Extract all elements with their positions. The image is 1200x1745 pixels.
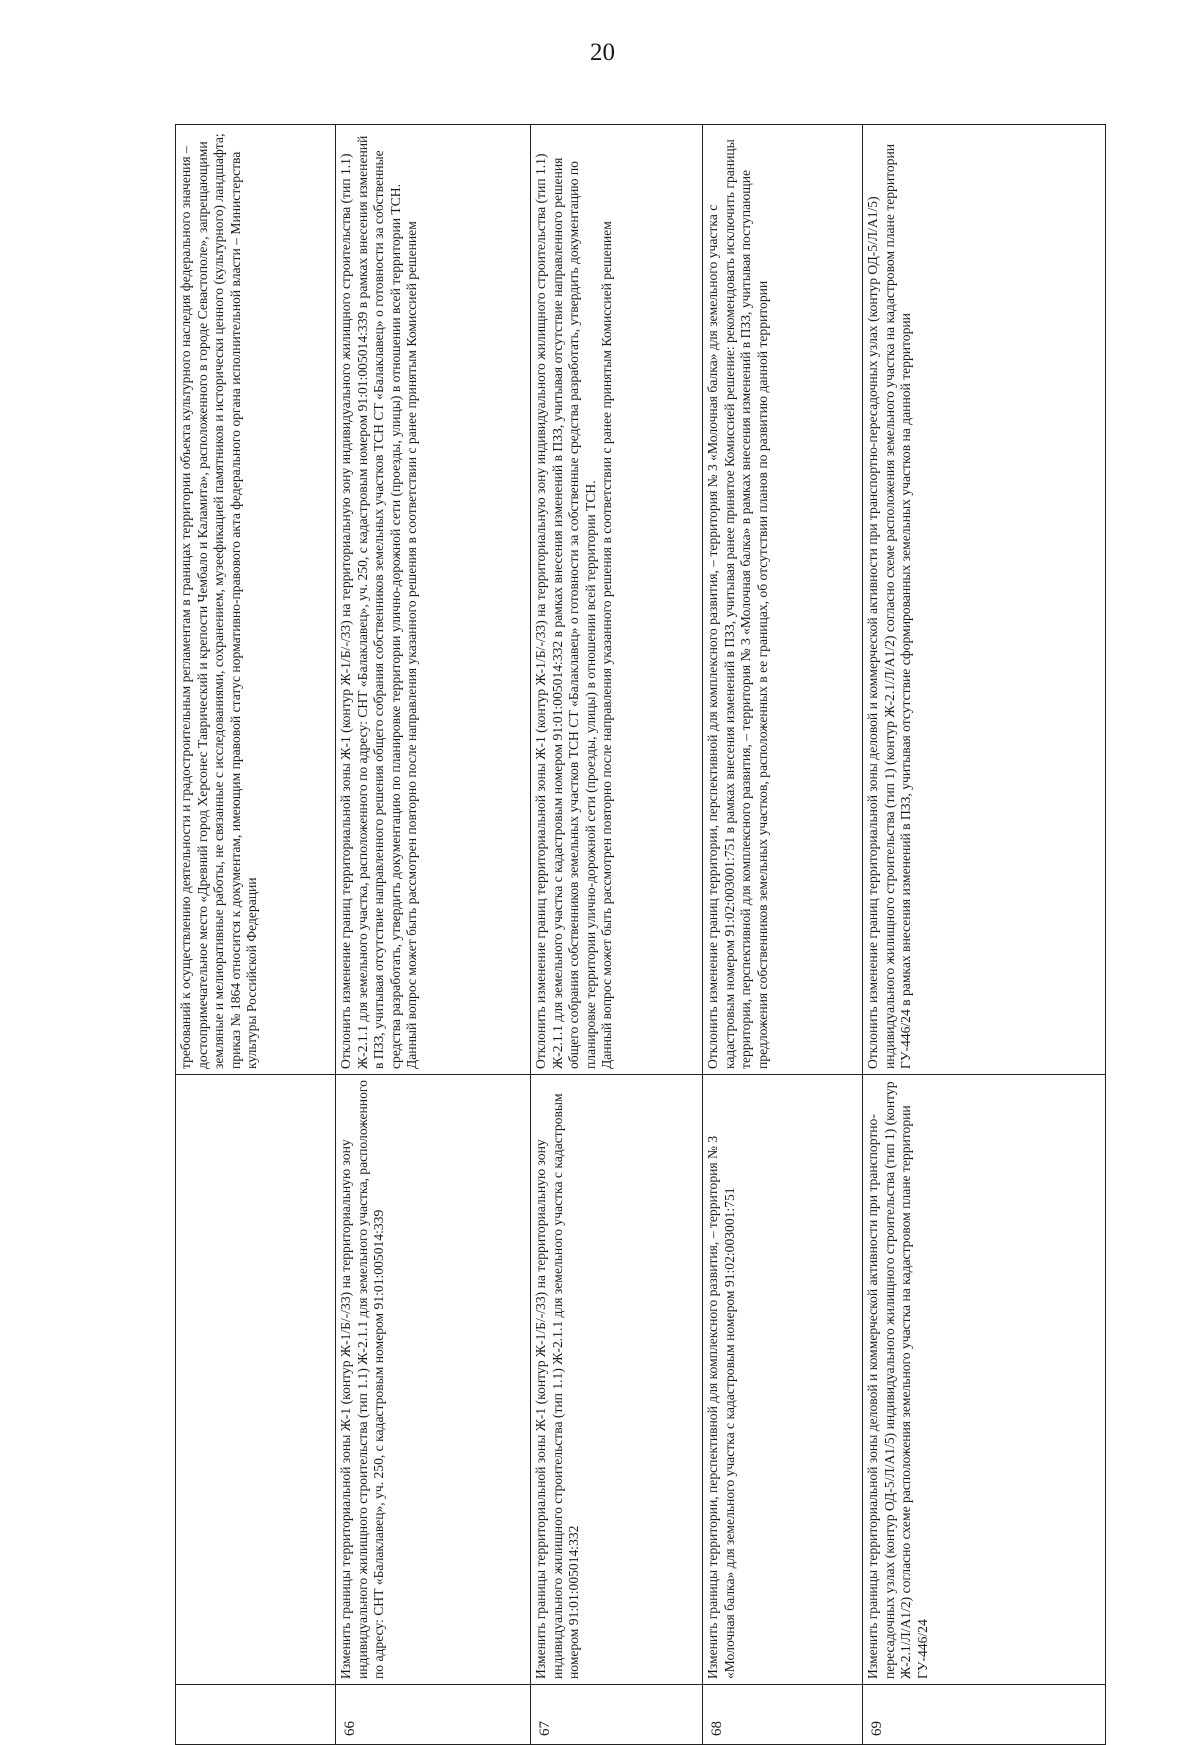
table-row: [531, 125, 703, 1745]
decision-text: требований к осуществлению деятельности и градостроительным регламентам в границах территории объекта культурного наследия федерального значения – достопримечательное место «Древний город Херсонес Таврический и крепости Чембало и Каламита», расположенного в городе Севастополе», запрещающими земляные и мелиоративные работы, не связанные с исследованиями, сохранением, музеефикацией памятников и исторически ценного (культурного) ландшафта; приказ № 1864 относится к документам, имеющим правовой статус нормативно-правового акта федерального органа исполнительной власти – Министерства культуры Российской Федерации: [178, 133, 260, 1069]
row-number: 66: [336, 1685, 531, 1745]
row-number: 68: [703, 1685, 863, 1745]
decision-cell: [863, 125, 1106, 1075]
decision-text: Отклонить изменение границ территориальной зоны Ж-1 (контур Ж-1/Б/-/33) на территориальную зону индивидуального жилищного строительства (тип 1.1) Ж-2.1.1 для земельного участка с кадастровым номером 91:01:005014:332 в рамках внесения изменений в ПЗЗ, учитывая отсутствие направленного решения общего собрания собственников земельных участков ТСН СТ «Балаклавец» о готовности за собственные средства разработать, утвердить документацию по планировке территории улично-дорожной сети (проезды, улицы) в отношении всей территории ТСН.: [533, 153, 598, 1069]
proposal-cell: Изменить границы территориальной зоны Ж-1 (контур Ж-1/Б/-/33) на территориальную зону индивидуального жилищного строительства (тип 1.1) Ж-2.1.1 для земельного участка с кадастровым номером 91:01:005014:332: [531, 1075, 703, 1685]
decision-cell: [531, 125, 703, 1075]
decision-cell: [703, 125, 863, 1075]
proposal-cell: Изменить границы территории, перспективной для комплексного развития, – территория № 3 «Молочная балка» для земельного участка с кадастровым номером 91:02:003001:751: [703, 1075, 863, 1685]
decision-cell: [336, 125, 531, 1075]
proposal-cell: [176, 1075, 336, 1685]
row-number: 67: [531, 1685, 703, 1745]
table-row: [863, 125, 1106, 1745]
decision-text: Отклонить изменение границ территориальной зоны Ж-1 (контур Ж-1/Б/-/33) на территориальную зону индивидуального жилищного строительства (тип 1.1) Ж-2.1.1 для земельного участка, расположенного по адресу: СНТ «Балаклавец», уч. 250, с кадастровым номером 91:01:005014:339 в рамках внесения изменений в ПЗЗ, учитывая отсутствие направленного решения общего собрания собственников земельных участков ТСН СТ «Балаклавец» о готовности за собственные средства разработать, утвердить документацию по планировке территории улично-дорожной сети (проезды, улицы) в отношении всей территории ТСН.: [338, 135, 403, 1069]
decisions-table: [175, 124, 1106, 1745]
row-number: [176, 1685, 336, 1745]
proposal-cell: Изменить границы территориальной зоны Ж-1 (контур Ж-1/Б/-/33) на территориальную зону индивидуального жилищного строительства (тип 1.1) Ж-2.1.1 для земельного участка, расположенного по адресу: СНТ «Балаклавец», уч. 250, с кадастровым номером 91:01:005014:339: [336, 1075, 531, 1685]
decision-note: Данный вопрос может быть рассмотрен повторно после направления указанного решения в соответствии с ранее принятым Комиссией решением: [599, 221, 615, 1069]
table-row: [336, 125, 531, 1745]
proposal-cell: Изменить границы территориальной зоны деловой и коммерческой активности при транспортно-пересадочных узлах (контур ОД-5/Л/А1/5) индивидуального жилищного строительства (тип 1) (контур Ж-2.1/Л/А1/2) согласно схеме расположения земельного участка на кадастровом плане территории ГУ-446/24: [863, 1075, 1106, 1685]
table-area: [175, 125, 1105, 1745]
table-row: [176, 125, 336, 1745]
decision-note: Данный вопрос может быть рассмотрен повторно после направления указанного решения в соответствии с ранее принятым Комиссией решением: [404, 221, 420, 1069]
decision-text: Отклонить изменение границ территориальной зоны деловой и коммерческой активности при транспортно-пересадочных узлах (контур ОД-5/Л/А1/5) индивидуального жилищного строительства (тип 1) (контур Ж-2.1/Л/А1/2) согласно схеме расположения земельного участка на кадастровом плане территории ГУ-446/24 в рамках внесения изменений в ПЗЗ, учитывая отсутствие сформированных земельных участков на данной территории: [865, 144, 914, 1069]
table-row: [703, 125, 863, 1745]
page-number: 20: [590, 39, 615, 66]
decision-text: Отклонить изменение границ территории, перспективной для комплексного развития, – территория № 3 «Молочная балка» для земельного участка с кадастровым номером 91:02:003001:751 в рамках внесения изменений в ПЗЗ, учитывая ранее принятое Комиссией решение: рекомендовать исключить границы территории, перспективной для комплексного развития, – территория № 3 «Молочная балка» в рамках внесения изменений в ПЗЗ, учитывая поступающие предложения собственников земельных участков, расположенных в ее границах, об отсутствии планов по развитию данной территории: [705, 139, 770, 1069]
decision-cell: [176, 125, 336, 1075]
row-number: 69: [863, 1685, 1106, 1745]
